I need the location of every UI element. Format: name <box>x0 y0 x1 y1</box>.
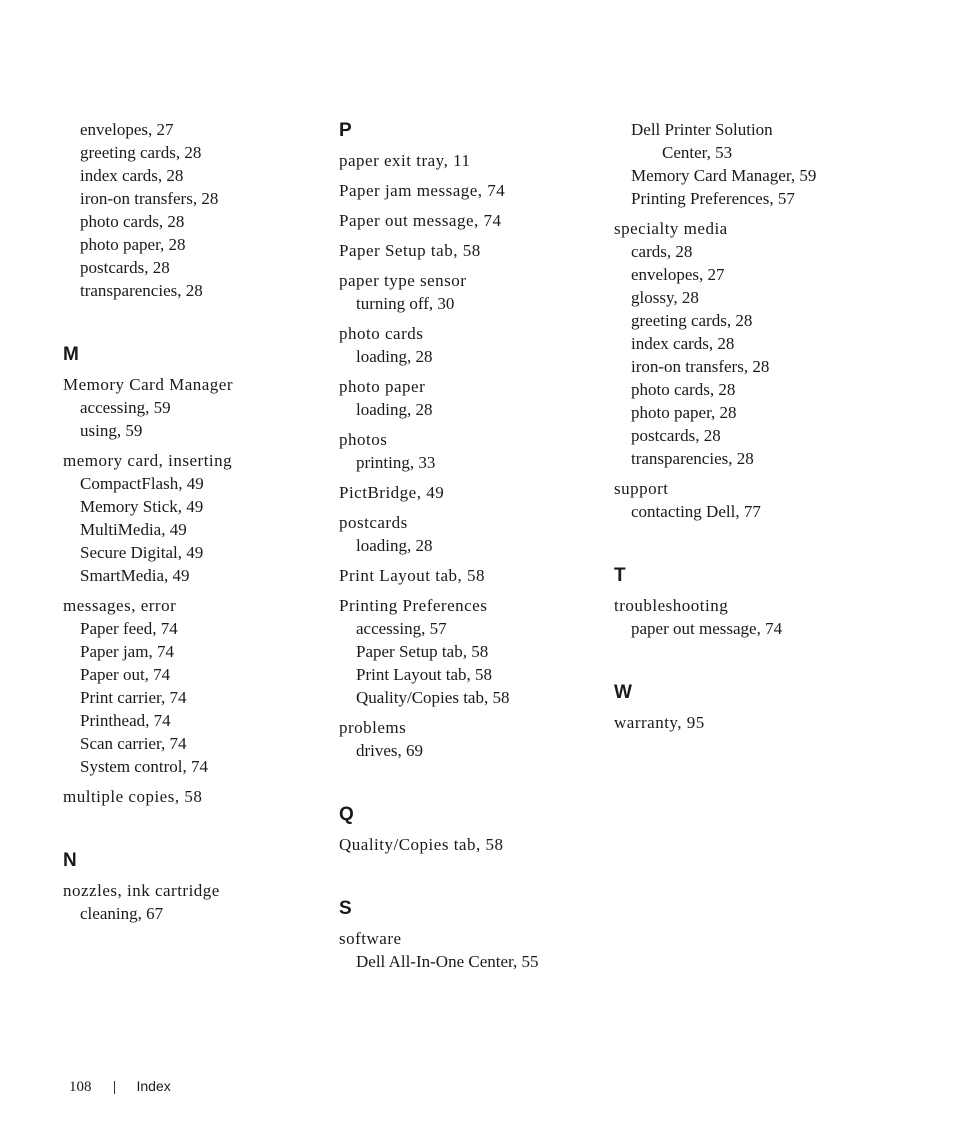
index-entry <box>339 239 589 262</box>
index-subentry: turning off, 30 <box>356 294 455 313</box>
index-subentry: transparencies, 28 <box>80 281 203 300</box>
index-main-term: warranty, 95 <box>614 713 705 732</box>
index-entry <box>614 594 864 640</box>
index-entry <box>63 785 313 808</box>
index-subentry: MultiMedia, 49 <box>80 520 187 539</box>
index-subentry: postcards, 28 <box>631 426 721 445</box>
index-main-term: Memory Card Manager <box>63 375 234 394</box>
index-subentry: loading, 28 <box>356 536 433 555</box>
index-subentry: photo paper, 28 <box>631 403 737 422</box>
index-subentry: accessing, 59 <box>80 398 171 417</box>
section-letter-m: M <box>63 344 79 365</box>
index-main-term: Quality/Copies tab, 58 <box>339 835 504 854</box>
index-subentry: Paper Setup tab, 58 <box>356 642 489 661</box>
index-subentry: envelopes, 27 <box>80 120 174 139</box>
index-subentry: Dell Printer Solution <box>631 120 773 139</box>
index-subentry: index cards, 28 <box>80 166 184 185</box>
index-subentry: photo cards, 28 <box>631 380 736 399</box>
index-entry <box>339 149 589 172</box>
index-subentry: photo cards, 28 <box>80 212 185 231</box>
index-entry <box>614 477 864 523</box>
index-entry <box>339 269 589 315</box>
index-main-term: PictBridge, 49 <box>339 483 445 502</box>
index-entry <box>339 481 589 504</box>
index-entry <box>339 927 589 973</box>
index-entry <box>339 322 589 368</box>
index-subentry: Paper feed, 74 <box>80 619 178 638</box>
index-main-term: Paper out message, 74 <box>339 211 502 230</box>
index-main-term: problems <box>339 718 407 737</box>
index-column-2 <box>339 118 589 980</box>
index-subentry: glossy, 28 <box>631 288 699 307</box>
index-subentry: printing, 33 <box>356 453 436 472</box>
index-entry <box>614 217 864 470</box>
index-column-1 <box>63 118 313 932</box>
index-subentry: Printhead, 74 <box>80 711 171 730</box>
index-entry-continued <box>614 118 864 210</box>
index-subentry: Printing Preferences, 57 <box>631 189 795 208</box>
index-main-term: messages, error <box>63 596 177 615</box>
section-letter-t: T <box>614 565 626 586</box>
section-letter-w: W <box>614 682 632 703</box>
index-subentry: using, 59 <box>80 421 143 440</box>
index-subentry-wrap: Center, 53 <box>662 143 733 162</box>
index-subentry: Quality/Copies tab, 58 <box>356 688 510 707</box>
index-subentry: greeting cards, 28 <box>631 311 753 330</box>
index-entry <box>339 375 589 421</box>
index-entry <box>339 564 589 587</box>
index-main-term: Printing Preferences <box>339 596 488 615</box>
index-subentry: photo paper, 28 <box>80 235 186 254</box>
index-subentry: postcards, 28 <box>80 258 170 277</box>
page-number: 108 <box>69 1079 92 1095</box>
index-subentry: drives, 69 <box>356 741 424 760</box>
section-letter-n: N <box>63 850 77 871</box>
index-entry <box>63 594 313 778</box>
index-main-term: specialty media <box>614 219 728 238</box>
index-main-term: Paper jam message, 74 <box>339 181 506 200</box>
index-main-term: photos <box>339 430 388 449</box>
index-subentry: transparencies, 28 <box>631 449 754 468</box>
index-subentry: paper out message, 74 <box>631 619 783 638</box>
index-subentry: CompactFlash, 49 <box>80 474 204 493</box>
index-subentry: SmartMedia, 49 <box>80 566 190 585</box>
index-subentry: Memory Card Manager, 59 <box>631 166 817 185</box>
index-subentry: envelopes, 27 <box>631 265 725 284</box>
index-entry <box>614 711 864 734</box>
index-subentry: loading, 28 <box>356 400 433 419</box>
index-entry <box>339 833 589 856</box>
index-subentry: cards, 28 <box>631 242 693 261</box>
index-subentry: accessing, 57 <box>356 619 447 638</box>
index-main-term: Paper Setup tab, 58 <box>339 241 481 260</box>
index-entry <box>63 879 313 925</box>
index-main-term: support <box>614 479 669 498</box>
section-letter-s: S <box>339 898 352 919</box>
index-subentry: Print carrier, 74 <box>80 688 187 707</box>
footer-divider <box>114 1081 115 1094</box>
index-main-term: nozzles, ink cartridge <box>63 881 220 900</box>
index-entry <box>339 594 589 709</box>
section-name: Index <box>136 1078 171 1094</box>
index-entry <box>63 373 313 442</box>
section-letter-q: Q <box>339 804 354 825</box>
index-subentry: loading, 28 <box>356 347 433 366</box>
page-footer <box>69 1076 171 1097</box>
index-entry <box>63 449 313 587</box>
index-subentry: contacting Dell, 77 <box>631 502 761 521</box>
index-subentry: Memory Stick, 49 <box>80 497 204 516</box>
section-letter-p: P <box>339 120 352 141</box>
index-column-3 <box>614 118 864 741</box>
index-subentry: Print Layout tab, 58 <box>356 665 492 684</box>
index-subentry: Secure Digital, 49 <box>80 543 204 562</box>
index-entry <box>339 716 589 762</box>
index-subentry: iron-on transfers, 28 <box>631 357 770 376</box>
index-subentry: cleaning, 67 <box>80 904 164 923</box>
index-subentry: greeting cards, 28 <box>80 143 202 162</box>
index-entry <box>339 511 589 557</box>
index-main-term: multiple copies, 58 <box>63 787 203 806</box>
index-main-term: photo paper <box>339 377 426 396</box>
index-main-term: photo cards <box>339 324 424 343</box>
index-entry <box>339 209 589 232</box>
index-entry-continued <box>63 118 313 302</box>
index-main-term: troubleshooting <box>614 596 729 615</box>
index-subentry: System control, 74 <box>80 757 208 776</box>
index-subentry: Paper jam, 74 <box>80 642 174 661</box>
index-main-term: software <box>339 929 402 948</box>
index-main-term: paper exit tray, 11 <box>339 151 471 170</box>
index-entry <box>339 428 589 474</box>
index-subentry: Scan carrier, 74 <box>80 734 187 753</box>
index-subentry: Dell All-In-One Center, 55 <box>356 952 539 971</box>
index-main-term: memory card, inserting <box>63 451 233 470</box>
index-main-term: paper type sensor <box>339 271 467 290</box>
index-subentry: iron-on transfers, 28 <box>80 189 219 208</box>
index-subentry: index cards, 28 <box>631 334 735 353</box>
index-main-term: postcards <box>339 513 408 532</box>
index-subentry: Paper out, 74 <box>80 665 171 684</box>
index-main-term: Print Layout tab, 58 <box>339 566 485 585</box>
index-entry <box>339 179 589 202</box>
